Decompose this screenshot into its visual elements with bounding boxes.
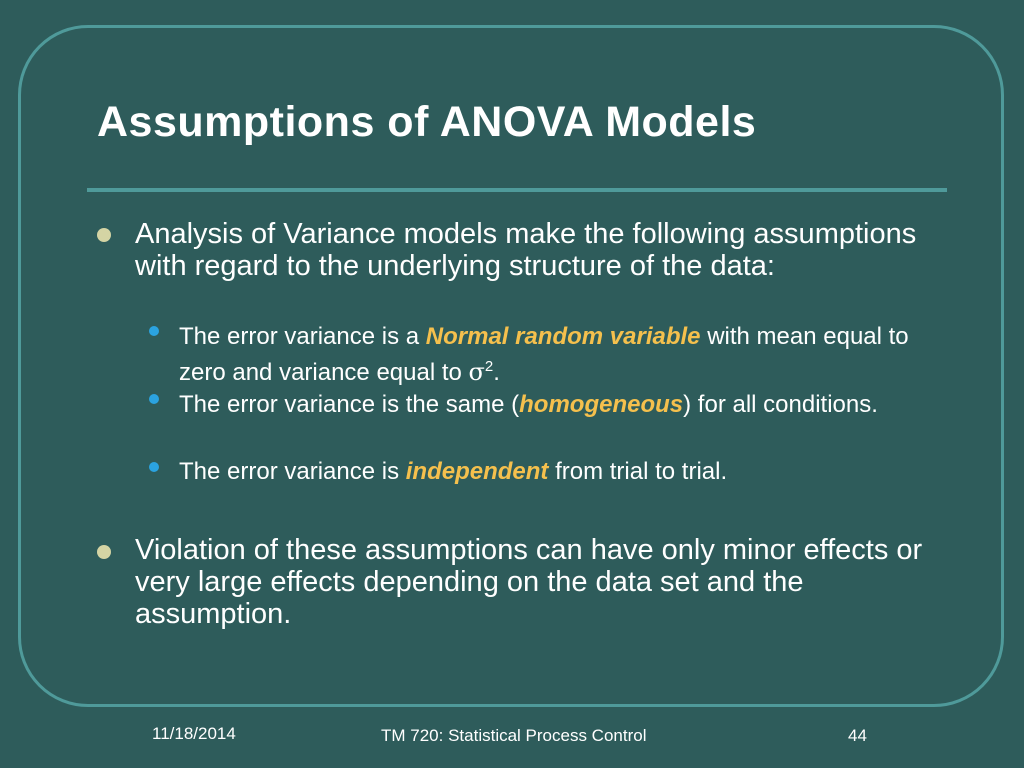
sub-bullet-homogeneous [179, 390, 959, 420]
bullet-dot-icon [97, 228, 111, 242]
bullet-dot-icon [97, 545, 111, 559]
sub1-text-end: . [493, 359, 500, 386]
sub-bullet-normal [179, 322, 959, 388]
footer-course: TM 720: Statistical Process Control [381, 726, 647, 745]
sub3-text-pre: The error variance is [179, 458, 406, 485]
sub3-highlight: independent [405, 458, 549, 485]
sub2-highlight: homogeneous [519, 391, 684, 418]
slide-title: Assumptions of ANOVA Models [97, 98, 757, 146]
sub-bullet-independent [179, 457, 959, 487]
sub2-text-pre: The error variance is the same ( [179, 391, 520, 418]
footer-date: 11/18/2014 [152, 724, 236, 743]
sigma-exponent: 2 [484, 358, 494, 375]
sub-bullet-dot-icon [149, 326, 159, 336]
bullet-analysis: Analysis of Variance models make the following assumptions with regard to the underlying structure of the data: [135, 218, 917, 282]
footer-page-number: 44 [848, 726, 867, 745]
sub-bullet-dot-icon [149, 462, 159, 472]
sub1-text-pre: The error variance is a [179, 323, 426, 350]
sub3-text-post: from trial to trial. [548, 458, 728, 485]
sigma-symbol: σ [468, 358, 485, 386]
sub1-text-post: with mean equal to zero and variance equal to [179, 323, 909, 386]
sub1-highlight: Normal random variable [425, 323, 701, 350]
bullet-violation: Violation of these assumptions can have only minor effects or very large effects depending on the data set and the assumption. [135, 534, 923, 630]
sub2-text-post: ) for all conditions. [683, 391, 878, 418]
sub-bullet-dot-icon [149, 394, 159, 404]
title-divider [87, 188, 947, 192]
